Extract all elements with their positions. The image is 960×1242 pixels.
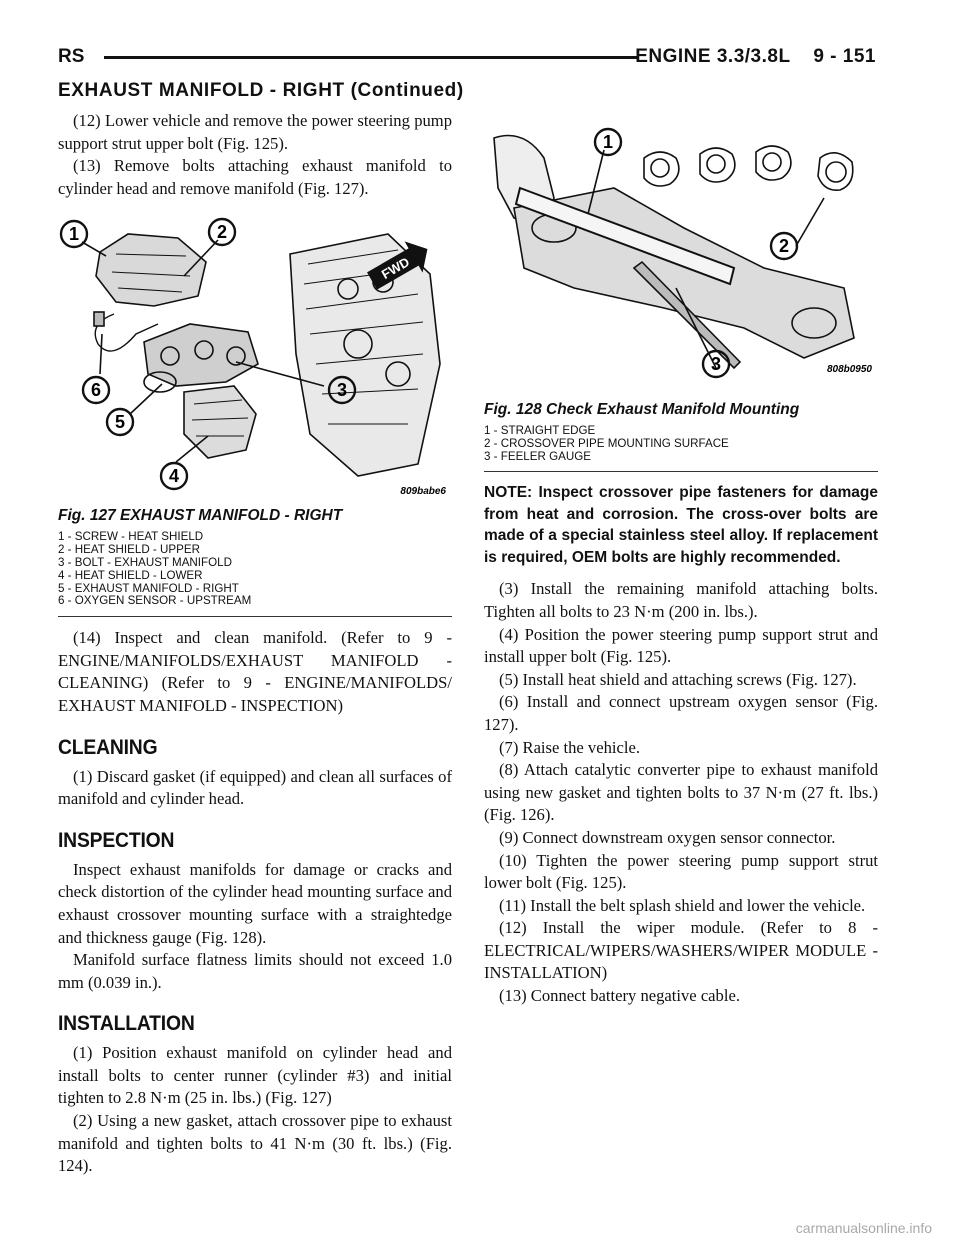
figure-divider bbox=[58, 616, 452, 617]
callout-6: 6 bbox=[90, 380, 102, 401]
callout-5: 5 bbox=[114, 412, 126, 433]
exhaust-manifold-right-illustration bbox=[58, 214, 452, 500]
inspection-heading: INSPECTION bbox=[58, 828, 175, 852]
installation-step-12: (12) Install the wiper module. (Refer to 8 - ELECTRICAL/WIPERS/WASHERS/WIPER MODULE - INSTALLATION) bbox=[484, 918, 878, 983]
header-rule bbox=[104, 56, 638, 59]
fig-127-caption: Fig. 127 EXHAUST MANIFOLD - RIGHT bbox=[58, 507, 343, 525]
fwd-label: FWD bbox=[378, 254, 413, 283]
installation-step-6: (6) Install and connect upstream oxygen sensor (Fig. 127). bbox=[484, 692, 878, 734]
figure-divider bbox=[484, 471, 878, 472]
figure-128 bbox=[484, 118, 878, 472]
fig-127-code: 809babe6 bbox=[400, 486, 446, 498]
manifold-flatness-check-illustration bbox=[484, 118, 878, 396]
installation-step-11: (11) Install the belt splash shield and lower the vehicle. bbox=[499, 895, 866, 915]
gasket-set bbox=[644, 146, 853, 190]
leader-1 bbox=[82, 242, 106, 256]
step-13-text: (13) Remove bolts attaching exhaust manifold to cylinder head and remove manifold (Fig. 127). bbox=[58, 156, 452, 198]
installation-step-3: (3) Install the remaining manifold attaching bolts. Tighten all bolts to 23 N·m (200 in. lbs.). bbox=[484, 579, 878, 621]
cleaning-text: (1) Discard gasket (if equipped) and clean all surfaces of manifold and cylinder head. bbox=[58, 766, 452, 809]
fig-128-code: 808b0950 bbox=[826, 364, 872, 375]
installation-step-8: (8) Attach catalytic converter pipe to exhaust manifold using new gasket and tighten bolts to 37 N·m (27 ft. lbs.) (Fig. 126). bbox=[484, 760, 878, 825]
callout-4: 4 bbox=[168, 466, 180, 487]
installation-step-1: (1) Position exhaust manifold on cylinder head and install bolts to center runner (cylinder #3) and initial tighten to 2.8 N·m (25 in. lbs.) (Fig. 127) bbox=[58, 1043, 452, 1108]
legend-item: 1 - STRAIGHT EDGE bbox=[484, 424, 596, 437]
leader-5 bbox=[130, 384, 162, 414]
fig-128-legend bbox=[484, 425, 878, 463]
legend-item: 3 - BOLT - EXHAUST MANIFOLD bbox=[58, 555, 232, 569]
step-12-text: (12) Lower vehicle and remove the power steering pump support strut upper bolt (Fig. 125). bbox=[58, 111, 452, 153]
legend-item: 4 - HEAT SHIELD - LOWER bbox=[58, 568, 203, 582]
fig-128-caption: Fig. 128 Check Exhaust Manifold Mounting bbox=[484, 401, 800, 418]
inspection-paragraph-2: Manifold surface flatness limits should not exceed 1.0 mm (0.039 in.). bbox=[58, 950, 452, 992]
installation-step-5: (5) Install heat shield and attaching screws (Fig. 127). bbox=[499, 669, 857, 689]
legend-item: 3 - FEELER GAUGE bbox=[484, 449, 591, 463]
callout-1: 1 bbox=[602, 132, 614, 152]
installation-step-9: (9) Connect downstream oxygen sensor connector. bbox=[499, 827, 836, 847]
legend-item: 1 - SCREW - HEAT SHIELD bbox=[58, 530, 204, 544]
site-watermark: carmanualsonline.info bbox=[795, 1220, 932, 1236]
note-text: NOTE: Inspect crossover pipe fasteners for damage from heat and corrosion. The cross-over bolts are made of a special stainless steel alloy. If replacement is required, OEM bolts are highly recommended. bbox=[484, 484, 878, 566]
legend-item: 2 - HEAT SHIELD - UPPER bbox=[58, 543, 200, 557]
figure-127 bbox=[58, 214, 452, 617]
callout-1: 1 bbox=[68, 224, 80, 245]
installation-step-2: (2) Using a new gasket, attach crossover pipe to exhaust manifold and tighten bolts to 41 N·m (30 ft. lbs.) (Fig. 124). bbox=[58, 1111, 452, 1176]
installation-step-7: (7) Raise the vehicle. bbox=[499, 737, 640, 757]
callout-2: 2 bbox=[778, 236, 790, 256]
left-column bbox=[58, 110, 452, 1178]
installation-step-10: (10) Tighten the power steering pump support strut lower bolt (Fig. 125). bbox=[484, 850, 878, 893]
header-page-label: ENGINE 3.3/3.8L 9 - 151 bbox=[635, 46, 876, 67]
installation-step-13: (13) Connect battery negative cable. bbox=[499, 986, 740, 1006]
header-section-code: RS bbox=[58, 46, 85, 67]
legend-item: 5 - EXHAUST MANIFOLD - RIGHT bbox=[58, 581, 239, 595]
page-header bbox=[58, 46, 876, 68]
leader-6 bbox=[100, 334, 102, 374]
callout-2: 2 bbox=[216, 222, 228, 243]
legend-item: 6 - OXYGEN SENSOR - UPSTREAM bbox=[58, 594, 252, 608]
inspection-paragraph-1: Inspect exhaust manifolds for damage or cracks and check distortion of the cylinder head mounting surface and exhaust crossover mounting surface with a straightedge and thickness gauge (Fig. 128). bbox=[58, 859, 452, 947]
legend-item: 2 - CROSSOVER PIPE MOUNTING SURFACE bbox=[484, 436, 729, 450]
installation-heading: INSTALLATION bbox=[58, 1012, 195, 1036]
installation-step-4: (4) Position the power steering pump support strut and install upper bolt (Fig. 125). bbox=[484, 624, 878, 667]
right-column bbox=[484, 118, 878, 1008]
callout-3: 3 bbox=[710, 354, 722, 374]
step-14-text: (14) Inspect and clean manifold. (Refer to 9 - ENGINE/MANIFOLDS/EXHAUST MANIFOLD - CLEANING) (Refer to 9 - ENGINE/MANIFOLDS/ EXHAUST MANIFOLD - INSPECTION) bbox=[58, 628, 452, 715]
section-title: EXHAUST MANIFOLD - RIGHT (Continued) bbox=[58, 80, 464, 101]
fig-127-legend bbox=[58, 531, 452, 608]
callout-3: 3 bbox=[336, 380, 348, 401]
cleaning-heading: CLEANING bbox=[58, 735, 158, 759]
leader-2 bbox=[796, 198, 824, 246]
